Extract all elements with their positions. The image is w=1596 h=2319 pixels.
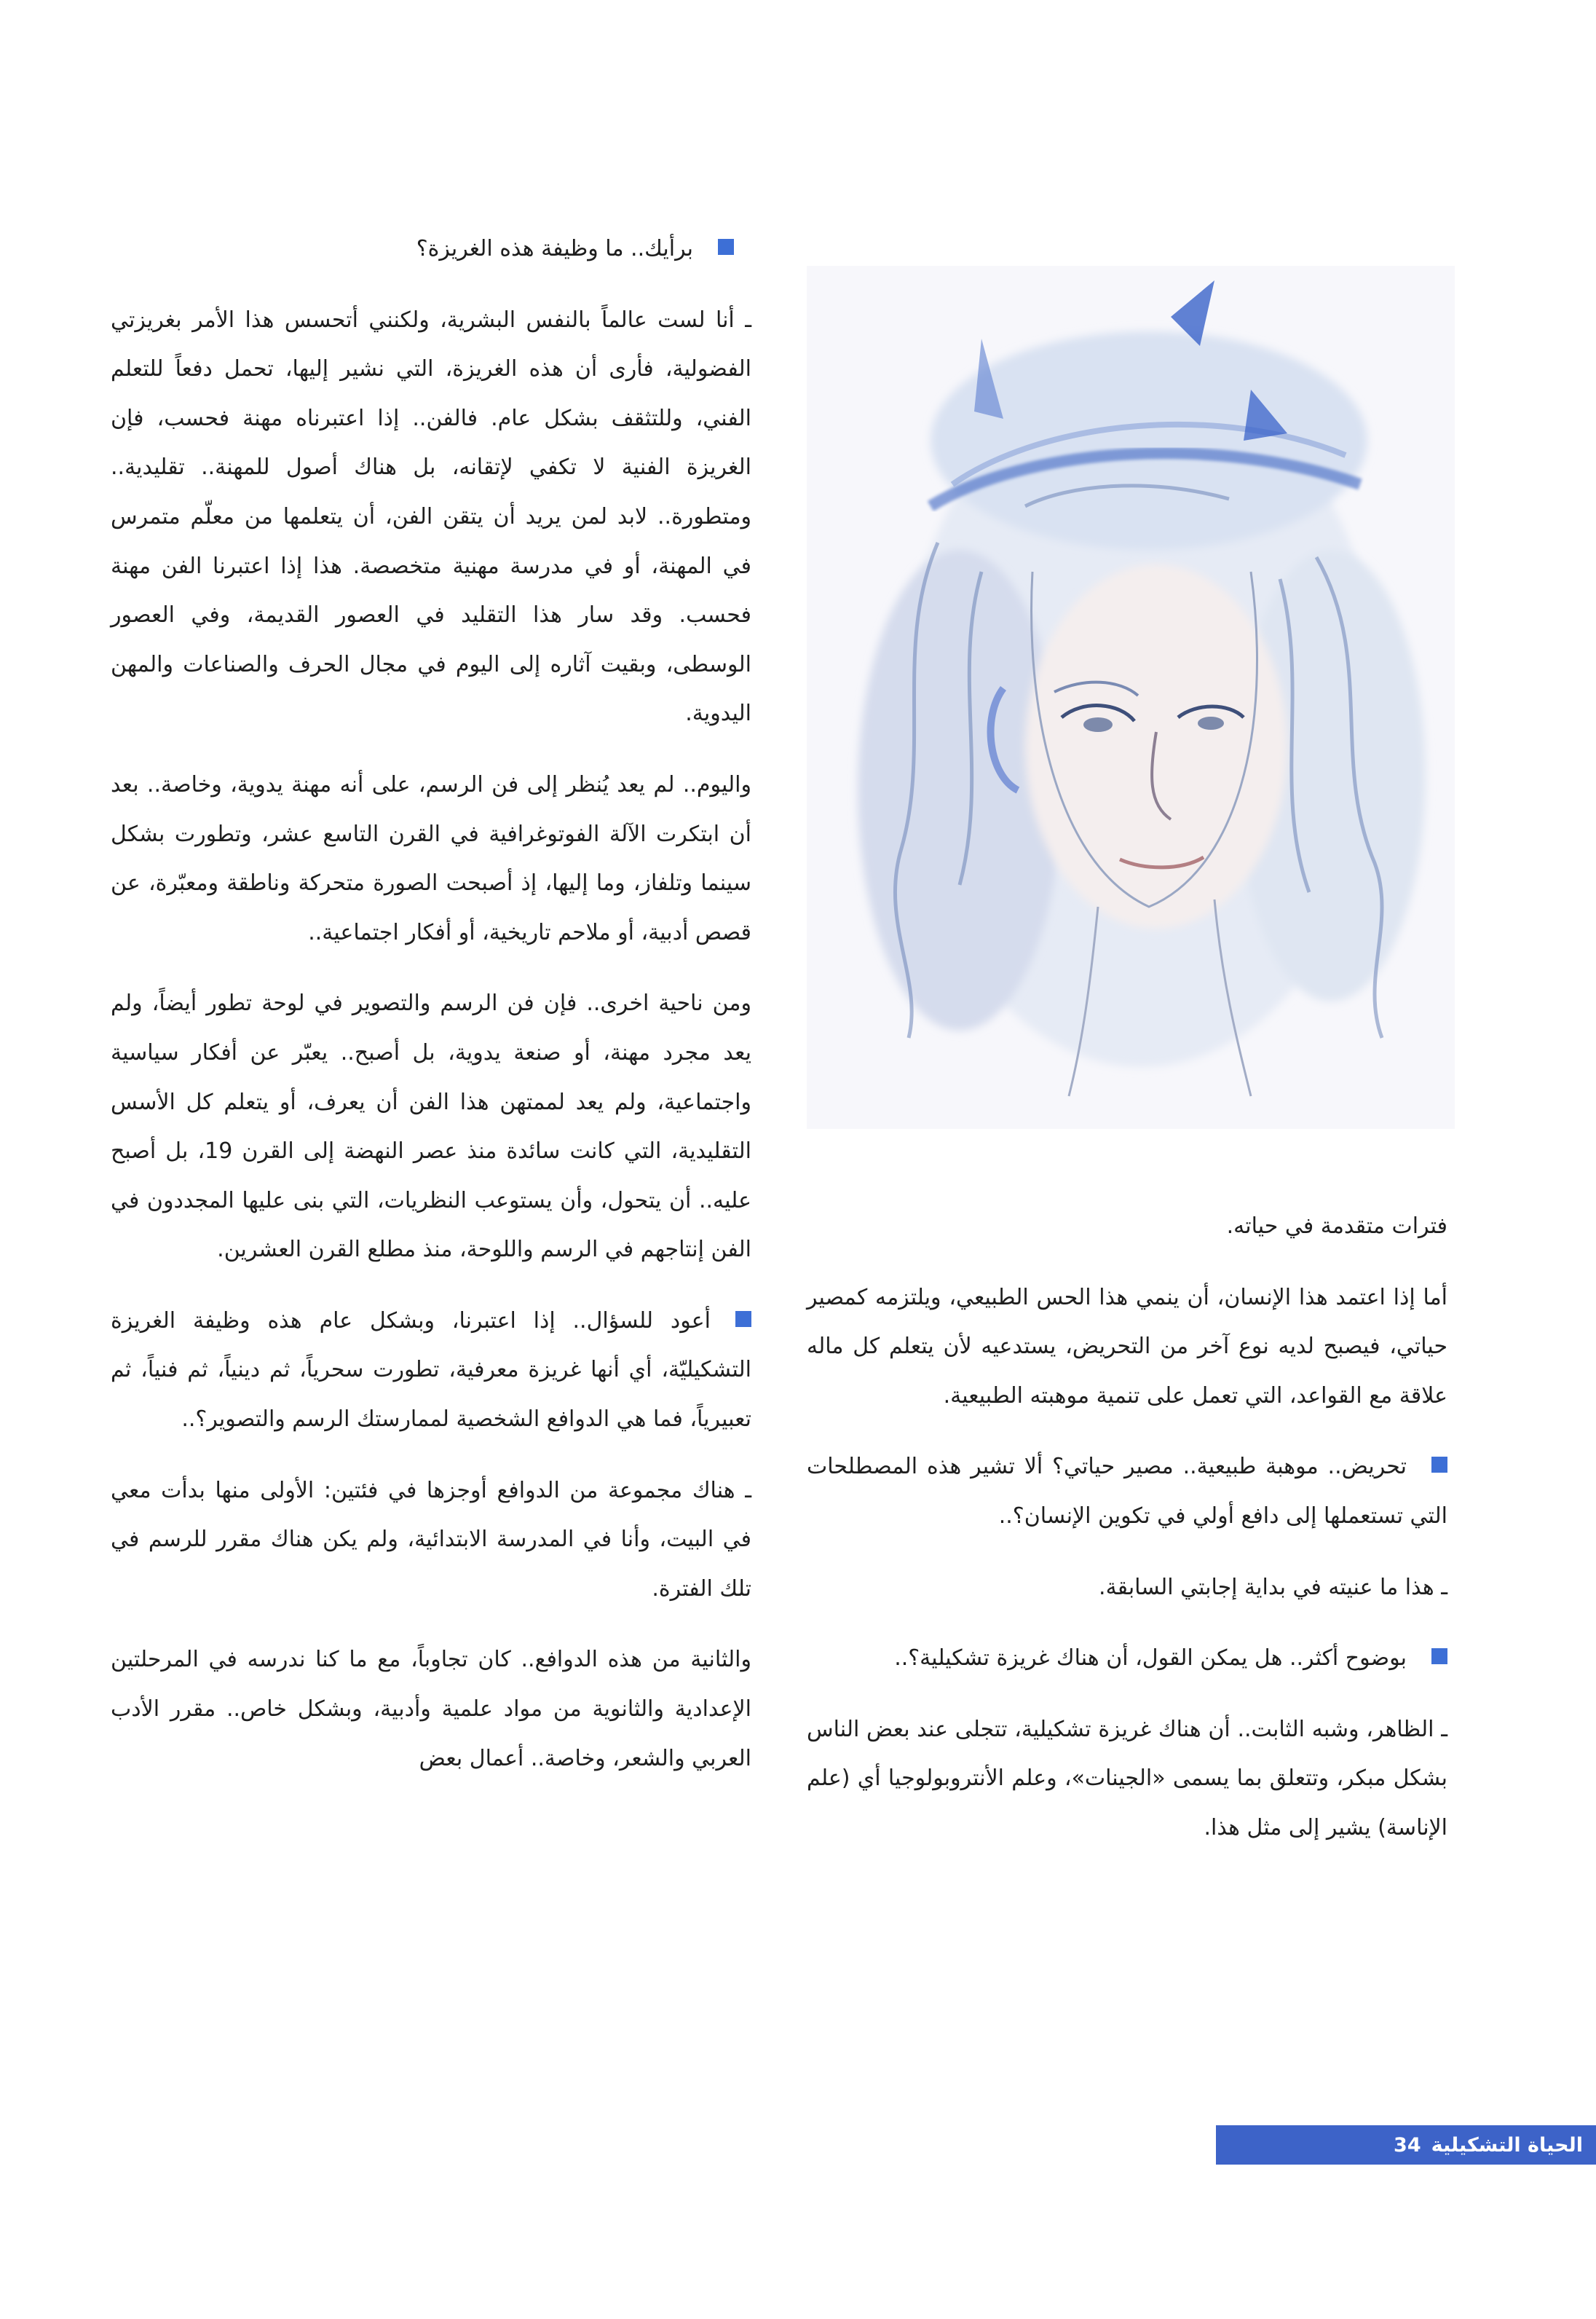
paragraph-text: ـ الظاهر، وشبه الثابت.. أن هناك غريزة تشكيلية، تتجلى عند بعض الناس بشكل مبكر، وتتعلق بما يسمى «الجينات»، وعلم الأنتروبولوجيا أي (علم الإناسة) يشير إلى مثل هذا. (807, 1716, 1447, 1840)
paragraph-text: برأيك.. ما وظيفة هذه الغريزة؟ (416, 236, 693, 261)
paragraph-text: بوضوح أكثر.. هل يمكن القول، أن هناك غريزة تشكيلية؟.. (894, 1645, 1407, 1672)
answer-paragraph (111, 979, 751, 1275)
question-bullet-icon (718, 239, 734, 255)
paragraph-text: ومن ناحية اخرى.. فإن فن الرسم والتصوير في لوحة تطور أيضاً، ولم يعد مجرد مهنة، أو صنعة يدوية، بل أصبح.. يعبّر عن أفكار سياسية واجتماعية، ولم يعد لممتهن هذا الفن أن يعرف، أو يتعلم كل الأسس التقليدية، التي كانت سائدة منذ عصر النهضة إلى القرن 19، بل أصبح عليه.. أن يتحول، وأن يستوعب النظريات، التي بنى عليها المجددون في الفن إنتاجهم في الرسم واللوحة، منذ مطلع القرن العشرين. (111, 991, 751, 1263)
paragraph-text: ـ أنا لست عالماً بالنفس البشرية، ولكنني أتحسس هذا الأمر بغريزتي الفضولية، فأرى أن هذه الغريزة، التي نشير إليها، تحمل دفعاً للتعلم الفني، وللتثقف بشكل عام. فالفن.. إذا اعتبرناه مهنة فحسب، فإن الغريزة الفنية لا تكفي لإتقانه، بل هناك أصول للمهنة.. تقليدية.. ومتطورة.. لابد لمن يريد أن يتقن الفن، أن يتعلمها من معلّم متمرس في المهنة، أو في مدرسة مهنية متخصصة. هذا إذا اعتبرنا الفن مهنة فحسب. وقد سار هذا التقليد في العصور القديمة، وفي العصور الوسطى، وبقيت آثاره إلى اليوم في مجال الحرف والصناعات والمهن اليدوية. (111, 307, 751, 727)
paragraph-text: أعود للسؤال.. إذا اعتبرنا، وبشكل عام هذه وظيفة الغريزة التشكيليّة، أي أنها غريزة معرفية، تطورت سحرياً، ثم دينياً، ثم فنياً، ثم تعبيرياً، فما هي الدوافع الشخصية لممارستك الرسم والتصوير؟.. (111, 1307, 751, 1433)
answer-paragraph (111, 1466, 751, 1614)
paragraph-text: ـ هناك مجموعة من الدوافع أوجزها في فئتين: الأولى منها بدأت معي في البيت، وأنا في المدرسة الابتدائية، ولم يكن هناك مقرر للرسم في تلك الفترة. (111, 1477, 751, 1602)
question-paragraph (111, 224, 751, 274)
paragraph-text: واليوم.. لم يعد يُنظر إلى فن الرسم، على أنه مهنة يدوية، وخاصة.. بعد أن ابتكرت الآلة الفوتوغرافية في القرن التاسع عشر، وتطورت بشكل سينما وتلفاز، وما إليها، إذ أصبحت الصورة متحركة وناطقة ومعبّرة، عن قصص أدبية، أو ملاحم تاريخية، أو أفكار اجتماعية.. (111, 771, 751, 945)
question-bullet-icon (1431, 1457, 1447, 1473)
paragraph-text: والثانية من هذه الدوافع.. كان تجاوباً، مع ما كنا ندرسه في المرحلتين الإعدادية والثانوية من مواد علمية وأدبية، وبشكل خاص.. مقرر الأدب العربي والشعر، وخاصة.. أعمال بعض (111, 1647, 751, 1771)
question-paragraph (807, 1634, 1447, 1683)
question-bullet-icon (735, 1311, 751, 1327)
page-number: 34 (1394, 2133, 1421, 2157)
paragraph-text: تحريض.. موهبة طبيعية.. مصير حياتي؟ ألا تشير هذه المصطلحات التي تستعملها إلى دافع أولي في تكوين الإنسان؟.. (807, 1454, 1447, 1529)
question-paragraph (807, 1442, 1447, 1540)
magazine-name: الحياة التشكيلية (1431, 2133, 1583, 2157)
paragraph-text: أما إذا اعتمد هذا الإنسان، أن ينمي هذا الحس الطبيعي، ويلتزمه كمصير حياتي، فيصبح لديه نوع آخر من التحريض، يستدعيه لأن يتعلم كل ماله علاقة مع القواعد، التي تعمل على تنمية موهبته الطبيعية. (807, 1284, 1447, 1409)
answer-paragraph (111, 1635, 751, 1783)
answer-paragraph (111, 760, 751, 957)
footer-bar (1216, 2125, 1596, 2165)
portrait-illustration (807, 266, 1455, 1129)
answer-paragraph (807, 1273, 1447, 1421)
answer-paragraph (111, 296, 751, 739)
answer-paragraph (807, 1705, 1447, 1853)
answer-paragraph (807, 1202, 1447, 1251)
question-bullet-icon (1431, 1648, 1447, 1664)
question-paragraph (111, 1296, 751, 1444)
right-text-column (807, 1202, 1447, 1853)
left-text-column (111, 224, 751, 1783)
paragraph-text: ـ هذا ما عنيته في بداية إجابتي السابقة. (1099, 1574, 1447, 1600)
answer-paragraph (807, 1563, 1447, 1613)
paragraph-text: فترات متقدمة في حياته. (1226, 1213, 1447, 1239)
